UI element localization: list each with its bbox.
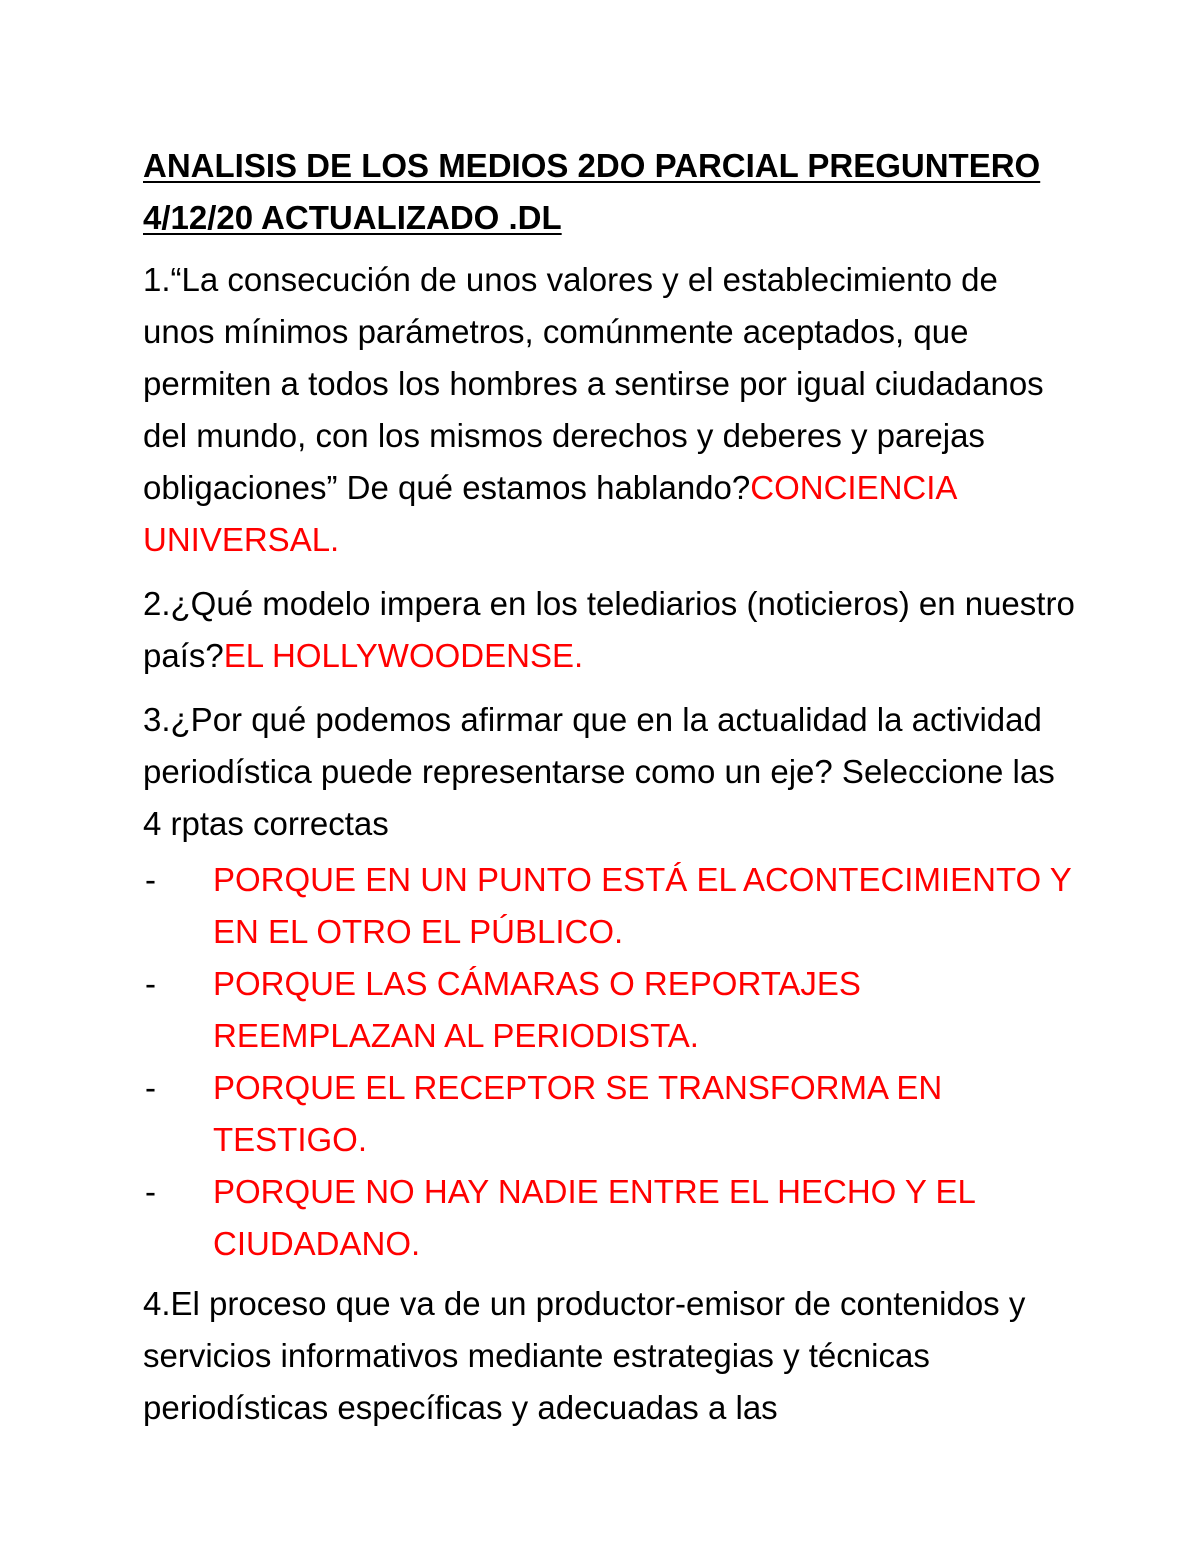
title-line-2: 4/12/20 ACTUALIZADO .DL xyxy=(143,199,562,236)
answer-text: PORQUE EL RECEPTOR SE TRANSFORMA EN TESTIGO. xyxy=(213,1069,943,1158)
answer-item xyxy=(143,854,1078,958)
question-3 xyxy=(143,694,1078,1270)
question-3-text: 3.¿Por qué podemos afirmar que en la actualidad la actividad periodística puede representarse como un eje? Seleccione las 4 rptas correctas xyxy=(143,701,1055,842)
title-line-1: ANALISIS DE LOS MEDIOS 2DO PARCIAL PREGUNTERO xyxy=(143,147,1041,184)
question-1-text: 1.“La consecución de unos valores y el establecimiento de unos mínimos parámetros, comúnmente aceptados, que permiten a todos los hombres a sentirse por igual ciudadanos del mundo, con los mismos derechos y deberes y parejas obligaciones” De qué estamos hablando? xyxy=(143,261,1044,506)
bullet-dash: - xyxy=(145,861,156,898)
question-2 xyxy=(143,578,1078,682)
document-title xyxy=(143,140,1078,244)
question-1-answer: CONCIENCIA UNIVERSAL. xyxy=(143,469,956,558)
answer-text: PORQUE EN UN PUNTO ESTÁ EL ACONTECIMIENTO Y EN EL OTRO EL PÚBLICO. xyxy=(213,861,1072,950)
bullet-dash: - xyxy=(145,965,156,1002)
question-2-answer: EL HOLLYWOODENSE. xyxy=(223,637,584,674)
answer-text: PORQUE LAS CÁMARAS O REPORTAJES REEMPLAZAN AL PERIODISTA. xyxy=(213,965,861,1054)
bullet-dash: - xyxy=(145,1069,156,1106)
question-4 xyxy=(143,1278,1078,1434)
answer-item xyxy=(143,1166,1078,1270)
bullet-dash: - xyxy=(145,1173,156,1210)
question-3-answer-list xyxy=(143,854,1078,1270)
question-4-text: 4.El proceso que va de un productor-emisor de contenidos y servicios informativos mediante estrategias y técnicas periodísticas específicas y adecuadas a las xyxy=(143,1285,1026,1426)
question-1 xyxy=(143,254,1078,566)
answer-item xyxy=(143,1062,1078,1166)
answer-item xyxy=(143,958,1078,1062)
question-2-text: 2.¿Qué modelo impera en los telediarios (noticieros) en nuestro país? xyxy=(143,585,1075,674)
document-page xyxy=(143,140,1078,1446)
answer-text: PORQUE NO HAY NADIE ENTRE EL HECHO Y EL CIUDADANO. xyxy=(213,1173,975,1262)
